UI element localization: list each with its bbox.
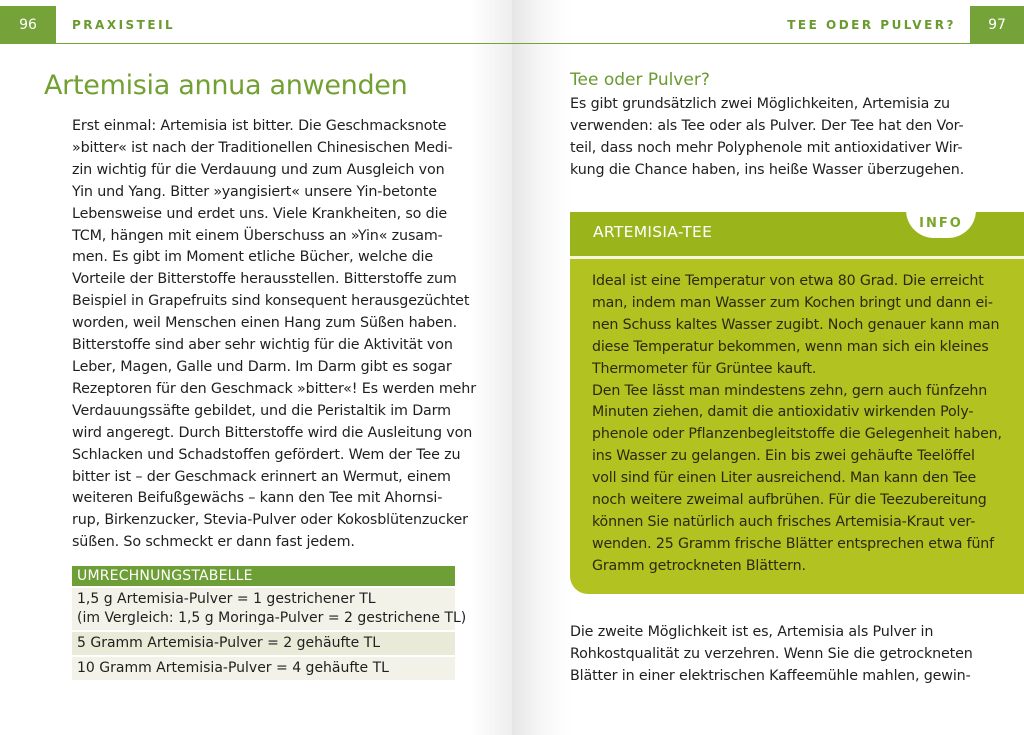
body-line: Verdauungssäfte gebildet, und die Peristaltik im Darm [72,402,451,419]
info-box-line: Ideal ist eine Temperatur von etwa 80 Grad. Die erreicht [592,273,984,289]
info-box [570,212,1024,594]
info-box-line: noch weitere zweimal aufbrühen. Für die Teezubereitung [592,492,987,509]
intro-line: teil, dass noch mehr Polyphenole mit antioxidativer Wir- [570,139,963,156]
info-box-line: wenden. 25 Gramm frische Blätter entsprechen etwa fünf [592,535,994,552]
body-line: men. Es gibt im Moment etliche Bücher, welche die [72,249,434,266]
intro-text [570,94,970,182]
info-box-text [592,271,1012,578]
table-row [72,588,467,630]
table-cell: 1,5 g Artemisia-Pulver = 1 gestrichener TL [77,591,376,607]
body-line: Yin und Yang. Bitter »yangisiert« unsere Yin-betonte [72,183,437,200]
info-box-divider [570,256,1024,259]
table-row [72,632,455,655]
info-box-title: ARTEMISIA-TEE [593,223,713,241]
info-box-line: Thermometer für Grüntee kauft. [592,360,817,377]
body-line: Lebensweise und erdet uns. Viele Krankheiten, so die [72,205,448,222]
section-subheading: Tee oder Pulver? [570,70,710,90]
body-line: Bitterstoffe sind aber sehr wichtig für die Aktivität von [72,337,453,354]
running-head-left: PRAXISTEIL [72,18,176,32]
info-box-line: Gramm getrockneten Blättern. [592,557,806,574]
table-row [72,657,455,680]
body-line: rup, Birkenzucker, Stevia-Pulver oder Kokosblütenzucker [72,512,468,529]
body-line: Leber, Magen, Galle und Darm. Im Darm gibt es sogar [72,358,452,375]
body-line: zin wichtig für die Verdauung und zum Ausgleich von [72,161,445,178]
info-box-line: diese Temperatur bekommen, wenn man sich ein kleines [592,338,989,355]
body-line: bitter ist – der Geschmack erinnert an Wermut, einem [72,468,451,485]
conversion-table [72,566,467,680]
outro-line: Blätter in einer elektrischen Kaffeemühle mahlen, gewin- [570,667,971,684]
chapter-title: Artemisia annua anwenden [44,70,408,101]
info-box-line: nen Schuss kaltes Wasser zugibt. Noch genauer kann man [592,316,1000,333]
header-rule-left [56,43,512,44]
body-line: wird angeregt. Durch Bitterstoffe wird die Ausleitung von [72,424,473,441]
info-box-line: Minuten ziehen, damit die antioxidativ wirkenden Poly- [592,404,974,421]
body-line: TCM, hängen mit einem Überschuss an »Yin« zusam- [72,227,443,244]
info-box-line: ins Wasser zu gelangen. Ein bis zwei gehäufte Teelöffel [592,448,975,465]
intro-line: kung die Chance haben, ins heiße Wasser überzugehen. [570,161,965,178]
table-cell: 10 Gramm Artemisia-Pulver = 4 gehäufte TL [77,660,389,676]
info-box-line: phenole oder Pflanzenbegleitstoffe die Gelegenheit haben, [592,426,1002,443]
outro-line: Die zweite Möglichkeit ist es, Artemisia als Pulver in [570,624,934,640]
info-box-line: man, indem man Wasser zum Kochen bringt und dann ei- [592,294,993,311]
info-box-line: voll sind für einen Liter ausreichend. Man kann den Tee [592,470,977,487]
body-text-left [72,116,476,554]
intro-line: Es gibt grundsätzlich zwei Möglichkeiten, Artemisia zu [570,96,950,112]
info-box-line: können Sie natürlich auch frisches Artemisia-Kraut ver- [592,513,976,530]
body-line: weiteren Beifußgewächs – kann den Tee mit Ahornsi- [72,490,443,507]
body-line: »bitter« ist nach der Traditionellen Chinesischen Medi- [72,139,453,156]
running-head-right: TEE ODER PULVER? [787,18,956,32]
outro-text [570,622,973,688]
body-line: Beispiel in Grapefruits sind konsequent herausgezüchtet [72,293,470,310]
conversion-table-header: UMRECHNUNGSTABELLE [72,566,455,586]
body-line: Erst einmal: Artemisia ist bitter. Die Geschmacksnote [72,118,447,134]
body-line: worden, weil Menschen einen Hang zum Süßen haben. [72,315,457,332]
table-cell: (im Vergleich: 1,5 g Moringa-Pulver = 2 gestrichene TL) [77,610,467,626]
body-line: Schlacken und Schadstoffen gefördert. Wem der Tee zu [72,446,461,463]
body-line: Vorteile der Bitterstoffe herausstellen. Bitterstoffe zum [72,271,457,288]
outro-line: Rohkostqualität zu verzehren. Wenn Sie die getrockneten [570,645,973,662]
body-line: Rezeptoren für den Geschmack »bitter«! Es werden mehr [72,380,476,397]
page-number-left: 96 [0,6,56,44]
table-cell: 5 Gramm Artemisia-Pulver = 2 gehäufte TL [77,635,381,651]
intro-line: verwenden: als Tee oder als Pulver. Der Tee hat den Vor- [570,117,964,134]
info-tab-label: INFO [919,216,963,231]
info-box-line: Den Tee lässt man mindestens zehn, gern auch fünfzehn [592,382,988,399]
right-page [512,0,1024,735]
body-line: süßen. So schmeckt er dann fast jedem. [72,534,355,551]
page-number-right: 97 [970,6,1024,44]
conversion-table-rows [72,588,467,680]
